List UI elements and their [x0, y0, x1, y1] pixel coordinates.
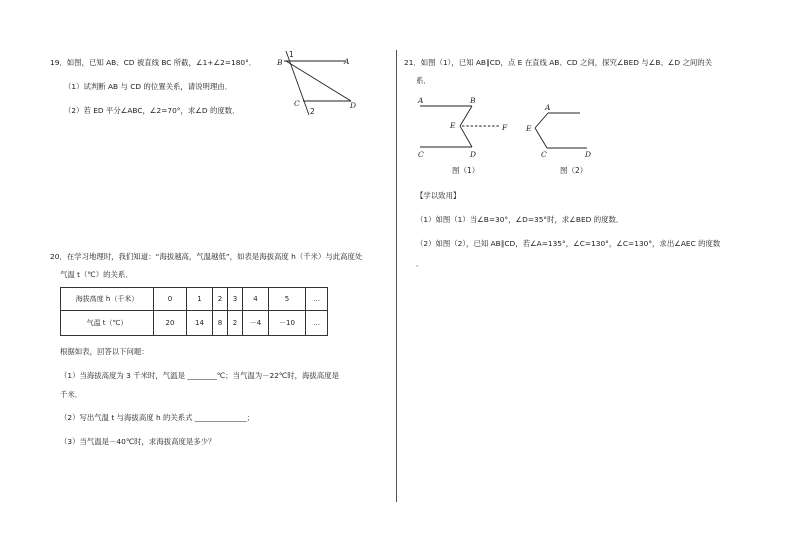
- q21-figure-2: [520, 92, 610, 177]
- q20-intro: 根据如表，回答以下问题：: [60, 347, 149, 356]
- q20-part1-line2: 千米．: [60, 390, 83, 399]
- table-row: [61, 311, 328, 336]
- table-cell: 4: [243, 288, 269, 311]
- table-cell: －4: [243, 311, 269, 336]
- label-e: E: [526, 124, 532, 133]
- label-d: D: [470, 150, 477, 159]
- label-a: A: [545, 103, 551, 112]
- label-1: 1: [289, 50, 294, 59]
- label-a: A: [344, 57, 350, 66]
- row-header: 海拔高度 h（千米）: [61, 288, 154, 311]
- q21-stem-line2: 系．: [416, 76, 431, 85]
- label-c: C: [541, 150, 547, 159]
- q19-figure: [276, 48, 366, 120]
- line-be: [460, 106, 472, 126]
- label-f: F: [502, 123, 508, 132]
- table-cell: 8: [213, 311, 228, 336]
- line-ed: [460, 126, 472, 147]
- table-cell: 2: [213, 288, 228, 311]
- table-cell: 20: [154, 311, 187, 336]
- label-b: B: [470, 96, 476, 105]
- q21-stem-line1: 21．如图（1），已知 AB∥CD，点 E 在直线 AB、CD 之间，探究∠BED 与∠B、∠D 之间的关: [404, 58, 713, 67]
- q21-section-heading: 【学以致用】: [416, 191, 461, 200]
- table-cell: －10: [269, 311, 306, 336]
- table-cell: 5: [269, 288, 306, 311]
- label-e: E: [450, 121, 456, 130]
- q20-stem-line1: 20．在学习地理时，我们知道：“海拔越高，气温越低”，如表是海拔高度 h（千米）与此高度处: [50, 252, 363, 261]
- table-cell: 3: [228, 288, 243, 311]
- row-header: 气温 t（℃）: [61, 311, 154, 336]
- label-c: C: [294, 99, 300, 108]
- caption-fig2: 图（2）: [560, 166, 588, 175]
- label-d: D: [585, 150, 592, 159]
- label-2: 2: [310, 107, 315, 116]
- line-ae: [535, 113, 548, 128]
- column-divider: [396, 50, 397, 502]
- q21-part2-line2: ．: [416, 259, 424, 268]
- label-b: B: [277, 58, 283, 67]
- line-bd: [286, 61, 351, 101]
- table-cell: …: [306, 288, 328, 311]
- label-d: D: [350, 101, 357, 110]
- q19-part2: （2）若 ED 平分∠ABC，∠2=70°，求∠D 的度数．: [64, 106, 240, 115]
- table-row: [61, 288, 328, 311]
- q20-stem-line2: 气温 t（℃）的关系．: [60, 270, 133, 279]
- q21-part2-line1: （2）如图（2），已知 AB∥CD，若∠A=135°，∠C=130°，∠C=130°，求出∠AEC 的度数: [416, 239, 721, 248]
- label-a: A: [418, 96, 424, 105]
- label-c: C: [418, 150, 424, 159]
- altitude-temperature-table: [60, 287, 328, 336]
- q20-part1-line1: （1）当海拔高度为 3 千米时，气温是 ________℃；当气温为－22℃时，海拔高度是: [60, 371, 339, 380]
- table-cell: 1: [187, 288, 213, 311]
- table-cell: 14: [187, 311, 213, 336]
- q19-stem: 19．如图，已知 AB、CD 被直线 BC 所截，∠1+∠2=180°．: [50, 58, 257, 67]
- table-cell: …: [306, 311, 328, 336]
- caption-fig1: 图（1）: [452, 166, 480, 175]
- table-cell: 0: [154, 288, 187, 311]
- q21-figure-1: [410, 92, 515, 177]
- q19-part1: （1）试判断 AB 与 CD 的位置关系，请说明理由．: [64, 82, 233, 91]
- q21-part1: （1）如图（1）当∠B=30°，∠D=35°时，求∠BED 的度数．: [416, 215, 624, 224]
- q20-part3: （3）当气温是－40℃时，求海拔高度是多少？: [60, 437, 216, 446]
- table-cell: 2: [228, 311, 243, 336]
- line-ec: [535, 128, 547, 148]
- q20-part2: （2）写出气温 t 与海拔高度 h 的关系式 ______________；: [60, 413, 255, 422]
